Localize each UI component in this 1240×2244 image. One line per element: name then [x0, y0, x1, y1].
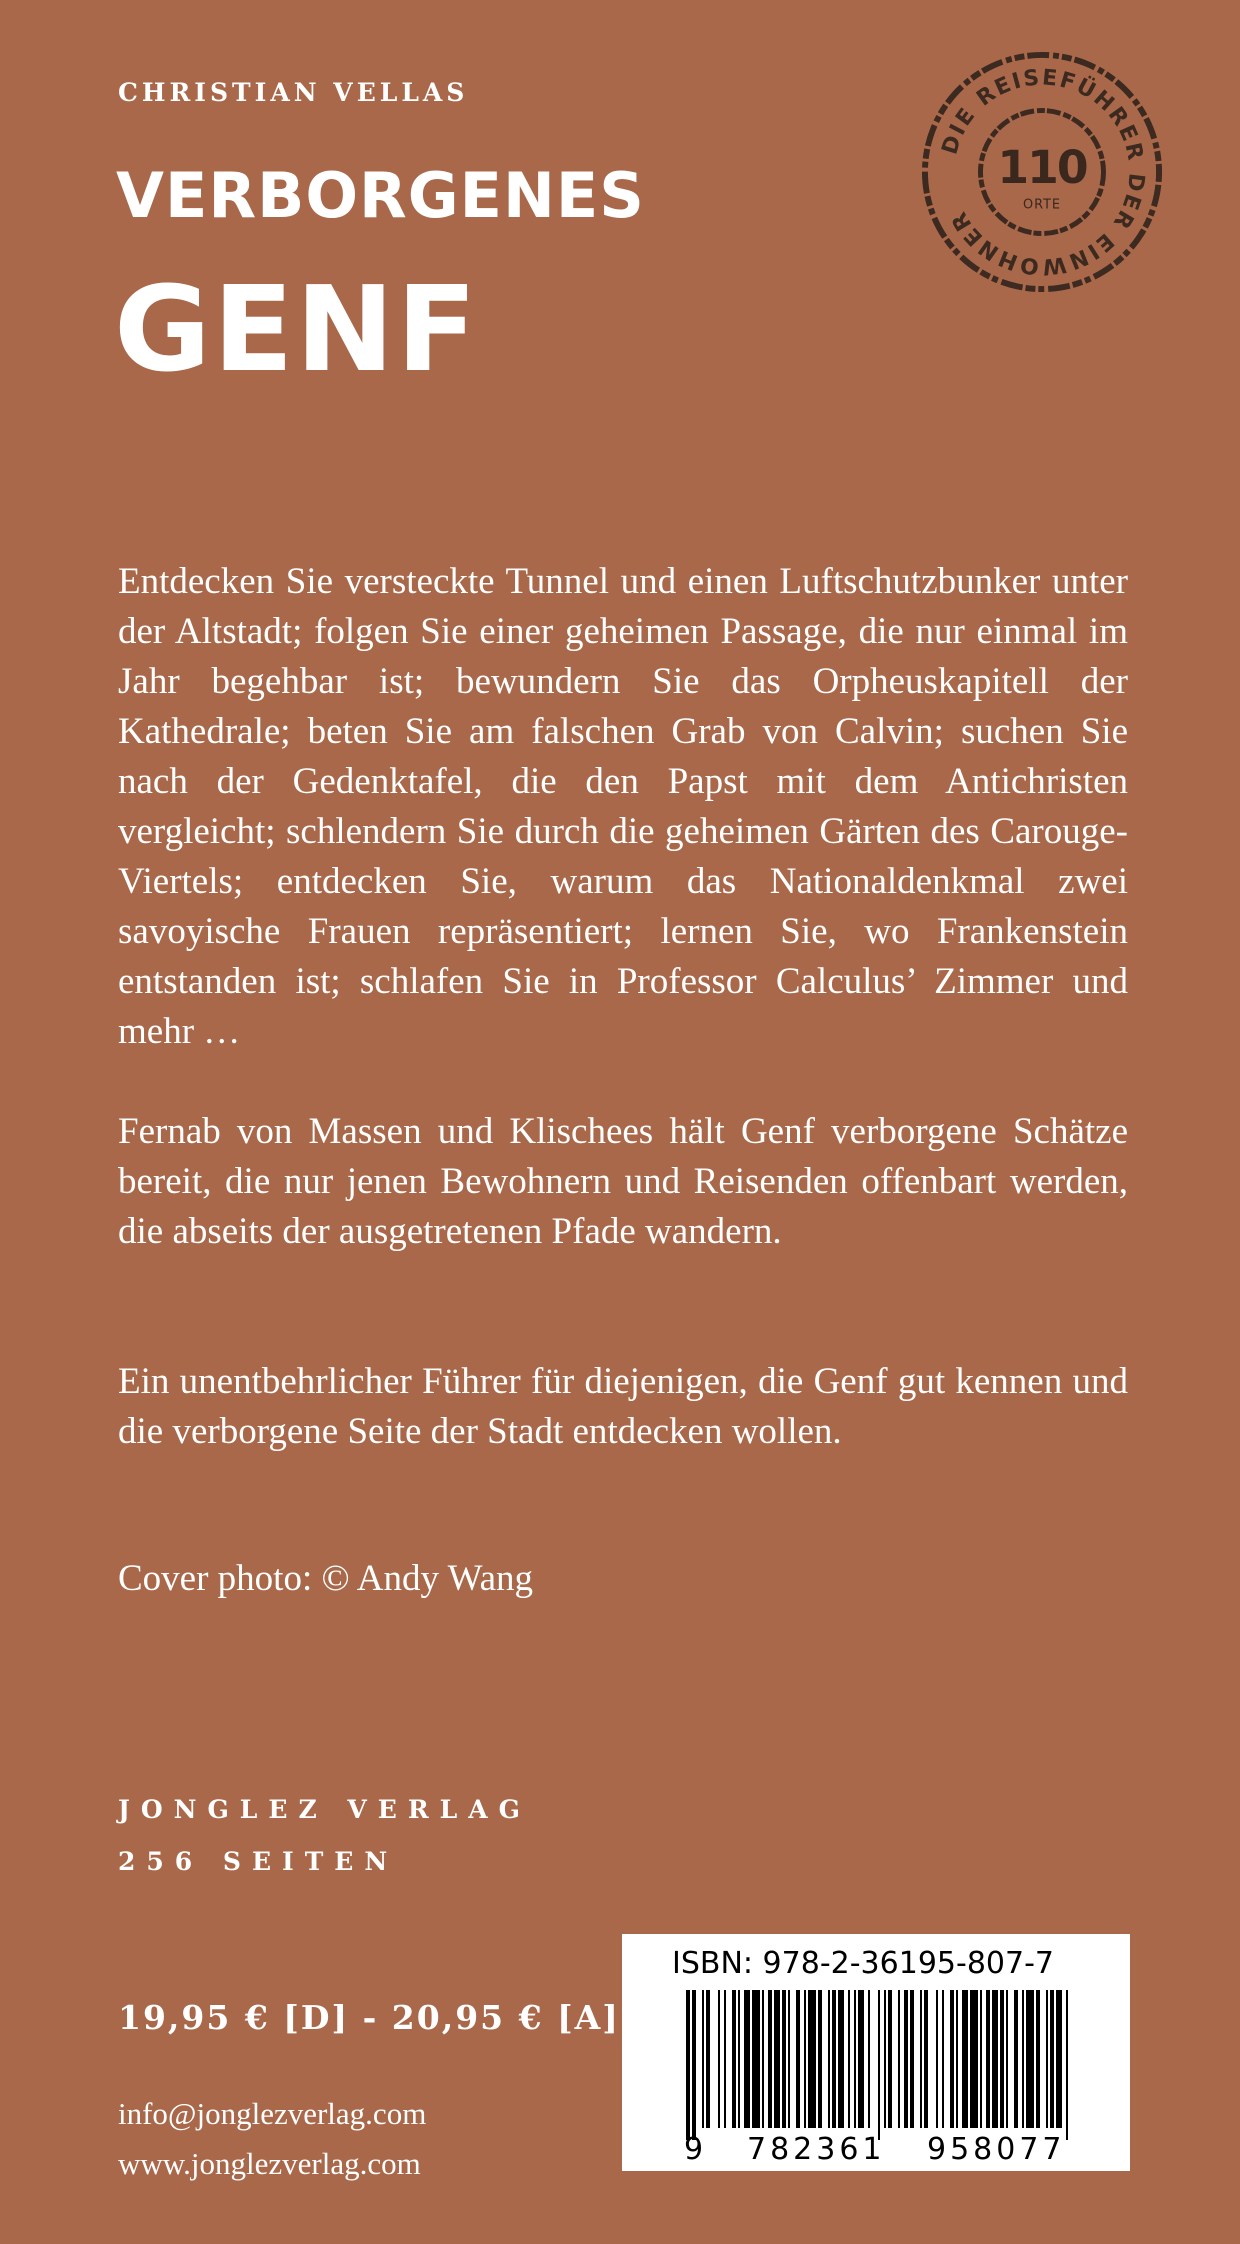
barcode-bar: [868, 1990, 870, 2128]
barcode-bar: [1036, 1990, 1040, 2128]
barcode-bar: [1066, 1990, 1068, 2140]
page-count: 256 SEITEN: [118, 1847, 399, 1876]
barcode-bar: [924, 1990, 928, 2128]
barcode-bar: [828, 1990, 830, 2128]
barcode-bar: [732, 1990, 736, 2128]
barcode-bar: [706, 1990, 710, 2128]
barcode-bar: [980, 1990, 982, 2128]
barcode-bar: [904, 1990, 908, 2128]
barcode-bar: [782, 1990, 786, 2128]
barcode-bar: [768, 1990, 772, 2128]
email-address: info@jonglezverlag.com: [118, 2096, 427, 2131]
barcode-bar: [884, 1990, 886, 2128]
barcode-bar: [1006, 1990, 1008, 2128]
barcode-bar: [762, 1990, 764, 2128]
barcode-bar: [808, 1990, 816, 2128]
website-url: www.jonglezverlag.com: [118, 2146, 421, 2181]
publisher-name: JONGLEZ VERLAG: [118, 1795, 531, 1824]
barcode-bar: [986, 1990, 990, 2128]
barcode-bar: [898, 1990, 900, 2128]
barcode-bar: [888, 1990, 892, 2128]
barcode-bar: [1056, 1990, 1062, 2128]
stamp-ring-text: DIE REISEFÜHRER DER EINWOHNER: [937, 65, 1149, 280]
barcode-digits-left: 782361: [747, 2132, 886, 2167]
barcode-bar: [1000, 1990, 1004, 2128]
author-name: CHRISTIAN VELLAS: [118, 78, 469, 107]
barcode-bar: [858, 1990, 864, 2128]
barcode-bar: [992, 1990, 998, 2128]
title-line-1: VERBORGENES: [116, 159, 645, 232]
barcode-bar: [878, 1990, 880, 2140]
blurb-paragraph-3: Ein unentbehrlicher Führer für diejenigen, die Genf gut kennen und die verborgene Seite der Stadt entdecken wollen.: [118, 1361, 1128, 1452]
barcode-bar: [970, 1990, 978, 2128]
barcode-bar: [1022, 1990, 1024, 2128]
barcode-image: [672, 1990, 1082, 2140]
barcode-bar: [752, 1990, 760, 2128]
barcode-bar: [718, 1990, 720, 2128]
isbn-label: ISBN: 978-2-36195-807-7: [672, 1946, 1054, 1981]
barcode-bar: [686, 1990, 690, 2140]
stamp-unit: ORTE: [1022, 197, 1062, 213]
barcode-bar: [942, 1990, 944, 2128]
barcode-bar: [950, 1990, 954, 2128]
barcode-bar: [936, 1990, 938, 2128]
barcode-bar: [854, 1990, 856, 2128]
barcode-bar: [702, 1990, 704, 2128]
barcode-bar: [848, 1990, 850, 2128]
barcode-bar: [1026, 1990, 1034, 2128]
barcode-digit-first: 9: [684, 2132, 704, 2167]
barcode-bar: [832, 1990, 836, 2128]
barcode-bar: [692, 1990, 696, 2140]
barcode-bar: [818, 1990, 822, 2128]
barcode-digits-right: 958077: [927, 2132, 1066, 2167]
stamp-seal: [918, 48, 1166, 296]
barcode-bar: [796, 1990, 800, 2128]
barcode-bar: [962, 1990, 968, 2128]
barcode-bar: [744, 1990, 750, 2128]
barcode-bar: [956, 1990, 958, 2128]
price: 19,95 € [D] - 20,95 € [A]: [118, 1998, 620, 2037]
barcode-bar: [920, 1990, 922, 2128]
barcode-bar: [804, 1990, 806, 2128]
blurb-paragraph-2: Fernab von Massen und Klischees hält Genf verborgene Schätze bereit, die nur jenen Bewohnern und Reisenden offenbart werden, die abseits der ausgetretenen Pfade wandern.: [118, 1111, 1128, 1252]
photo-credit: Cover photo: © Andy Wang: [118, 1558, 533, 1599]
stamp-number: 110: [997, 140, 1087, 194]
barcode-bar: [1046, 1990, 1048, 2128]
barcode-bar: [1050, 1990, 1054, 2128]
barcode-bar: [838, 1990, 844, 2128]
title-line-2: GENF: [114, 260, 479, 398]
barcode-bar: [788, 1990, 790, 2128]
barcode-panel: [622, 1934, 1130, 2171]
barcode-bar: [774, 1990, 780, 2128]
barcode-bar: [910, 1990, 914, 2128]
barcode-bar: [738, 1990, 740, 2128]
barcode-bar: [724, 1990, 726, 2128]
blurb-paragraph-1: Entdecken Sie versteckte Tunnel und einen Luftschutzbunker unter der Altstadt; folgen Sie einer geheimen Passage, die nur einmal im Jahr begehbar ist; bewundern Sie das Orpheuskapitell der Kathedrale; beten Sie am falschen Grab von Calvin; suchen Sie nach der Gedenktafel, die den Papst mit dem Antichristen vergleicht; schlendern Sie durch die geheimen Gärten des Carouge-Viertels; entdecken Sie, warum das Nationaldenkmal zwei savoyische Frauen repräsentiert; lernen Sie, wo Frankenstein entstanden ist; schlafen Sie in Professor Calculus’ Zimmer und mehr …: [118, 561, 1128, 1052]
barcode-bar: [1014, 1990, 1018, 2128]
